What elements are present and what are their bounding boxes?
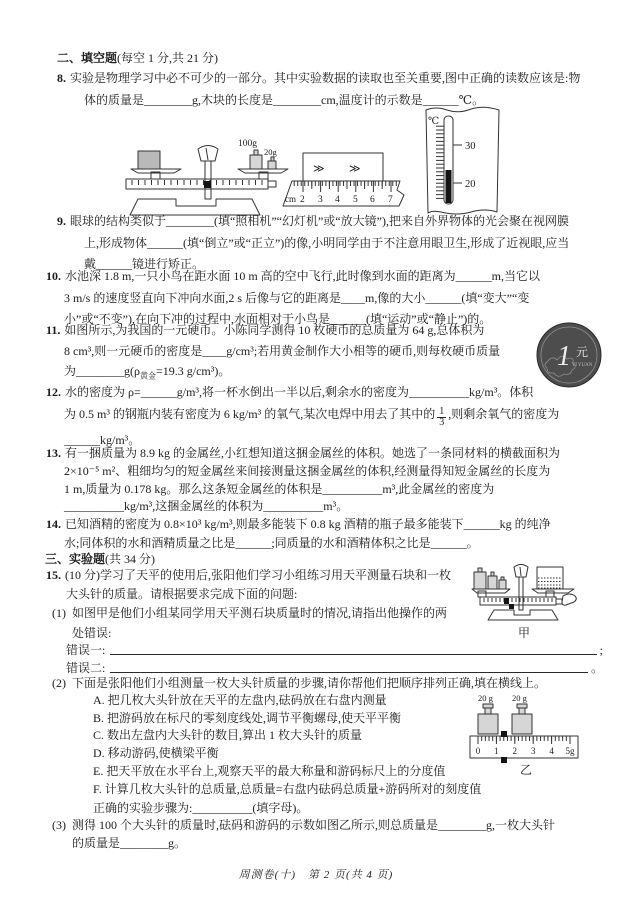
q15-part1-text-1: 如图甲是他们小组某同学用天平测石块质量时的情况,请指出他操作的两 bbox=[72, 606, 448, 620]
balance-pointer bbox=[206, 148, 208, 160]
yi-tick-2: 2 bbox=[512, 746, 518, 756]
q13-line-1 bbox=[46, 445, 560, 463]
question-13 bbox=[46, 445, 560, 516]
jia-pointer bbox=[520, 567, 521, 576]
q15-intro-text-1: (10 分)学习了天平的使用后,张阳他们学习小组练习用天平测量石块和一枚 bbox=[65, 568, 451, 582]
ruler-tick-5: 5 bbox=[353, 195, 358, 205]
q8-line-1 bbox=[57, 68, 580, 90]
yi-weight-2-label: 20 g bbox=[512, 693, 527, 703]
jia-base bbox=[488, 610, 558, 620]
q11-gold-subscript: 黄金 bbox=[140, 371, 156, 381]
q8-line-2: 体的质量是________g,木块的长度是________cm,温度计的示数是______℃。 bbox=[84, 92, 485, 107]
q15-part2-tag: (2) bbox=[52, 676, 66, 690]
jia-left-stirrup bbox=[478, 591, 486, 597]
ruler-tick-6: 6 bbox=[370, 195, 375, 205]
jia-rider-lower-icon bbox=[509, 604, 514, 609]
q11-number: 11. bbox=[46, 323, 61, 337]
q9-number: 9. bbox=[57, 214, 66, 228]
ruler-unit-label: cm bbox=[285, 194, 296, 204]
weights-scale-yi-figure bbox=[466, 692, 584, 776]
ruler-tick-4: 4 bbox=[335, 195, 340, 205]
q14-number: 14. bbox=[46, 517, 61, 531]
balance-rider-icon bbox=[204, 181, 211, 188]
q12-line-3: ______kg/m³。 bbox=[64, 432, 141, 447]
thermometer-figure bbox=[419, 104, 507, 218]
yi-scale-major-ticks bbox=[478, 736, 570, 744]
thermometer-unit-label: ℃ bbox=[428, 116, 440, 127]
q8-number: 8. bbox=[57, 71, 66, 85]
beaker-liquid-hatch bbox=[538, 578, 562, 588]
yi-scale-minor-ticks bbox=[478, 736, 570, 741]
q15-intro-line-1 bbox=[46, 566, 451, 583]
section-heading-experiment bbox=[45, 550, 155, 567]
q10-number: 10. bbox=[46, 269, 61, 283]
jia-weight-small-icon bbox=[499, 580, 506, 589]
q15-part1-line-1 bbox=[52, 604, 447, 621]
q12-text-2a: 为 0.5 m³ 的钢瓶内装有密度为 6 kg/m³ 的氧气,某次电焊中用去了其中的 bbox=[64, 407, 436, 421]
q15-error-1-label: 错误一: bbox=[66, 643, 106, 657]
q13-line-4: __________kg/m³,这捆金属丝的体积为__________m³。 bbox=[64, 499, 349, 514]
q10-text-1: 水池深 1.8 m,一只小鸟在距水面 10 m 高的空中飞行,此时像到水面的距离为______m,当它以 bbox=[65, 269, 541, 283]
yi-tick-4: 4 bbox=[549, 746, 554, 756]
q15-number: 15. bbox=[46, 568, 61, 582]
q15-part3-line-2: 的质量是________g。 bbox=[72, 836, 187, 850]
balance-adjust-nut bbox=[268, 181, 276, 187]
wood-grain-mark-1: ≫ bbox=[313, 163, 325, 175]
q12-number: 12. bbox=[46, 385, 61, 399]
q15-error-2-label: 错误二: bbox=[66, 661, 106, 675]
balance-beam-ticks bbox=[132, 180, 262, 185]
wood-grain-mark-2: ≫ bbox=[349, 163, 361, 175]
yi-tick-0: 0 bbox=[475, 746, 481, 756]
weight-20g-icon bbox=[268, 161, 276, 169]
section-exp-title: 三、实验题 bbox=[45, 552, 106, 566]
thermometer-ticks bbox=[436, 126, 444, 198]
q14-text-1: 已知酒精的密度为 0.8×10³ kg/m³,则最多能装下 0.8 kg 酒精的瓶子最多能装下______kg 的纯净 bbox=[65, 517, 551, 531]
jia-weight-medium-knob bbox=[491, 572, 494, 576]
q13-line-2: 2×10⁻⁵ m²、粗细均匀的短金属丝来间接测量这捆金属丝的体积,经测量得知短金属丝的长度为 bbox=[64, 463, 551, 478]
q9-text-1: 眼球的结构类似于________(填“照相机”“幻灯机”或“放大镜”),把来自外界物体的光会聚在视网膜 bbox=[70, 214, 569, 228]
q15-part3-text-1: 测得 100 个大头针的质量时,砝码和游码的示数如图乙所示,则总质量是________g,一枚大头针 bbox=[72, 818, 556, 832]
q11-line-1 bbox=[46, 320, 500, 341]
ruler-tick-7: 7 bbox=[388, 195, 393, 205]
jia-beam-ticks bbox=[484, 598, 552, 602]
q11-text-3a: 为________g(ρ bbox=[64, 364, 140, 378]
jia-label: 甲 bbox=[518, 626, 531, 640]
thermometer-20-label: 20 bbox=[465, 179, 476, 190]
jia-weight-large-icon bbox=[474, 572, 486, 589]
object-block-icon bbox=[138, 151, 160, 169]
q14-line-1 bbox=[46, 515, 551, 534]
q12-text-2b: ,则剩余氧气的密度为 bbox=[448, 407, 560, 421]
q15-error-2-blank-line bbox=[110, 672, 588, 673]
step-e: E. 把天平放在水平台上,观察天平的最大称量和游码标尺上的分度值 bbox=[93, 763, 446, 778]
q13-number: 13. bbox=[46, 446, 61, 460]
question-12 bbox=[46, 381, 559, 451]
yi-slider-top-icon bbox=[501, 731, 507, 737]
q9-line-1 bbox=[57, 211, 569, 233]
jia-right-stirrup bbox=[546, 591, 554, 597]
yi-tick-1: 1 bbox=[494, 746, 499, 756]
yi-weight-1-label: 20 g bbox=[478, 693, 493, 703]
q15-part1-line-2: 处错误: bbox=[72, 626, 112, 640]
yi-weight-1-cap bbox=[483, 704, 493, 708]
q12-line-2 bbox=[64, 403, 559, 429]
ruler-tick-2: 2 bbox=[300, 195, 305, 205]
q15-intro-line-2: 大头针的质量。请根据要求完成下面的问题: bbox=[66, 587, 298, 601]
page-footer: 周测卷(十) 第 2 页(共 4 页) bbox=[238, 869, 394, 881]
jia-weight-large-knob bbox=[478, 568, 482, 572]
q15-part3-tag: (3) bbox=[52, 818, 66, 832]
balance-scale-figure bbox=[120, 127, 290, 217]
step-b: B. 把游码放在标尺的零刻度线处,调节平衡螺母,使天平平衡 bbox=[93, 710, 402, 725]
q11-line-2: 8 cm³,则一元硬币的密度是____g/cm³;若用黄金制作大小相等的硬币,则每枚硬币质量 bbox=[64, 343, 501, 358]
q13-text-1: 有一捆质量为 8.9 kg 的金属丝,小红想知道这捆金属丝的体积。她选了一条同材料的横截面积为 bbox=[65, 446, 561, 460]
balance-jia-figure bbox=[470, 564, 582, 640]
step-f: F. 计算几枚大头针的总质量,总质量=右盘内砝码总质量+游码所对的刻度值 bbox=[93, 781, 482, 796]
jia-adjust-nut bbox=[556, 599, 562, 604]
one-yuan-coin-figure bbox=[534, 320, 604, 390]
q12-text-1: 水的密度为 ρ=______g/m³,将一杯水倒出一半以后,剩余水的密度为__________kg/m³。体积 bbox=[65, 385, 534, 399]
q9-line-3: 戴______镜进行矫正。 bbox=[84, 257, 205, 271]
q10-line-3: 小”或“不变”),在向下冲的过程中,水面相对于小鸟是______(填“运动”或“静止”)的。 bbox=[64, 312, 492, 326]
coin-denomination: 1 bbox=[557, 341, 571, 372]
yi-slider-bottom-icon bbox=[501, 757, 507, 763]
ruler-figure bbox=[281, 148, 409, 210]
weight-20g-knob bbox=[271, 157, 274, 161]
q10-line-2: 3 m/s 的速度竖直向下冲向水面,2 s 后像与它的距离是____m,像的大小______(填“变大”“变 bbox=[64, 290, 530, 305]
ruler-minor-ticks bbox=[294, 181, 396, 186]
yi-label: 乙 bbox=[520, 763, 533, 777]
step-d: D. 移动游码,使横梁平衡 bbox=[93, 746, 219, 761]
thermometer-30-label: 30 bbox=[465, 141, 476, 152]
q15-part2-line-1 bbox=[52, 674, 546, 691]
hand-icon bbox=[562, 594, 576, 605]
fraction-denominator: 3 bbox=[439, 417, 445, 428]
step-a: A. 把几枚大头针放在天平的左盘内,砝码放在右盘内测量 bbox=[93, 693, 387, 707]
coin-yuan-label: 元 bbox=[575, 345, 589, 359]
weight-100g-knob bbox=[254, 150, 258, 155]
fraction-numerator: 1 bbox=[439, 405, 445, 417]
q15-answer-line: 正确的实验步骤为:__________(填字母)。 bbox=[93, 801, 309, 815]
yi-weight-2-icon bbox=[512, 714, 532, 734]
jia-weight-medium-icon bbox=[488, 576, 497, 589]
q15-part1-tag: (1) bbox=[52, 606, 66, 620]
yi-weight-2-cap bbox=[517, 704, 527, 708]
weight-100g-icon bbox=[250, 155, 262, 169]
q15-part2-text-1: 下面是张阳他们小组测量一枚大头针质量的步骤,请你帮他们把顺序排列正确,填在横线上。 bbox=[72, 676, 547, 690]
q9-line-2: 上,形成物体______(填“倒立”或“正立”)的像,小明同学由于不注意用眼卫生,形成了近视眼,应当 bbox=[84, 235, 570, 250]
q13-line-3: 1 m,质量为 0.178 kg。那么这条短金属丝的体积是__________m³,此金属丝的密度为 bbox=[64, 481, 495, 496]
mercury-column-icon bbox=[446, 170, 452, 203]
weight-100g-label: 100g bbox=[238, 139, 257, 149]
q15-error-1-row bbox=[66, 641, 603, 658]
q15-error-1-blank-line bbox=[110, 654, 596, 655]
question-11 bbox=[46, 320, 500, 387]
yi-scale-body bbox=[470, 736, 578, 758]
section-fill-meta: (每空 1 分,共 21 分) bbox=[117, 51, 219, 65]
jia-beam bbox=[480, 597, 556, 605]
section-exp-meta: (共 34 分) bbox=[105, 552, 156, 566]
q12-line-1 bbox=[46, 381, 559, 403]
section-heading-fill bbox=[57, 49, 218, 66]
yi-tick-5g: 5g bbox=[565, 746, 575, 756]
weight-20g-label: 20g bbox=[264, 147, 277, 157]
jia-weight-small-knob bbox=[501, 577, 504, 580]
q15-error-1-end: ; bbox=[599, 643, 603, 657]
fraction-one-third bbox=[437, 407, 446, 429]
coin-pinyin-label: YI YUAN bbox=[571, 363, 593, 368]
q15-steps-list bbox=[93, 692, 481, 798]
ruler-tick-3: 3 bbox=[318, 195, 323, 205]
section-fill-title: 二、填空题 bbox=[57, 51, 118, 65]
q15-part3-line-1 bbox=[52, 816, 555, 833]
q11-text-3b: =19.3 g/cm³)。 bbox=[156, 364, 231, 378]
yi-tick-3: 3 bbox=[530, 746, 536, 756]
step-c: C. 数出左盘内大头针的数目,算出 1 枚大头针的质量 bbox=[93, 728, 363, 743]
jia-rider-upper-icon bbox=[504, 598, 509, 604]
q15-error-2-end: 。 bbox=[590, 661, 603, 675]
question-14 bbox=[46, 515, 551, 552]
q11-text-1: 如图所示,为我国的一元硬币。小陈同学测得 10 枚硬币的总质量为 64 g,总体积为 bbox=[64, 323, 485, 337]
q14-line-2: 水;同体积的水和酒精质量之比是______;同质量的水和酒精体积之比是______。 bbox=[64, 535, 479, 550]
yi-weight-1-icon bbox=[478, 714, 498, 734]
q10-line-1 bbox=[46, 266, 540, 288]
q8-text-1: 实验是物理学习中必不可少的一部分。其中实验数据的读取也至关重要,图中正确的读数应该是:物 bbox=[70, 71, 581, 85]
